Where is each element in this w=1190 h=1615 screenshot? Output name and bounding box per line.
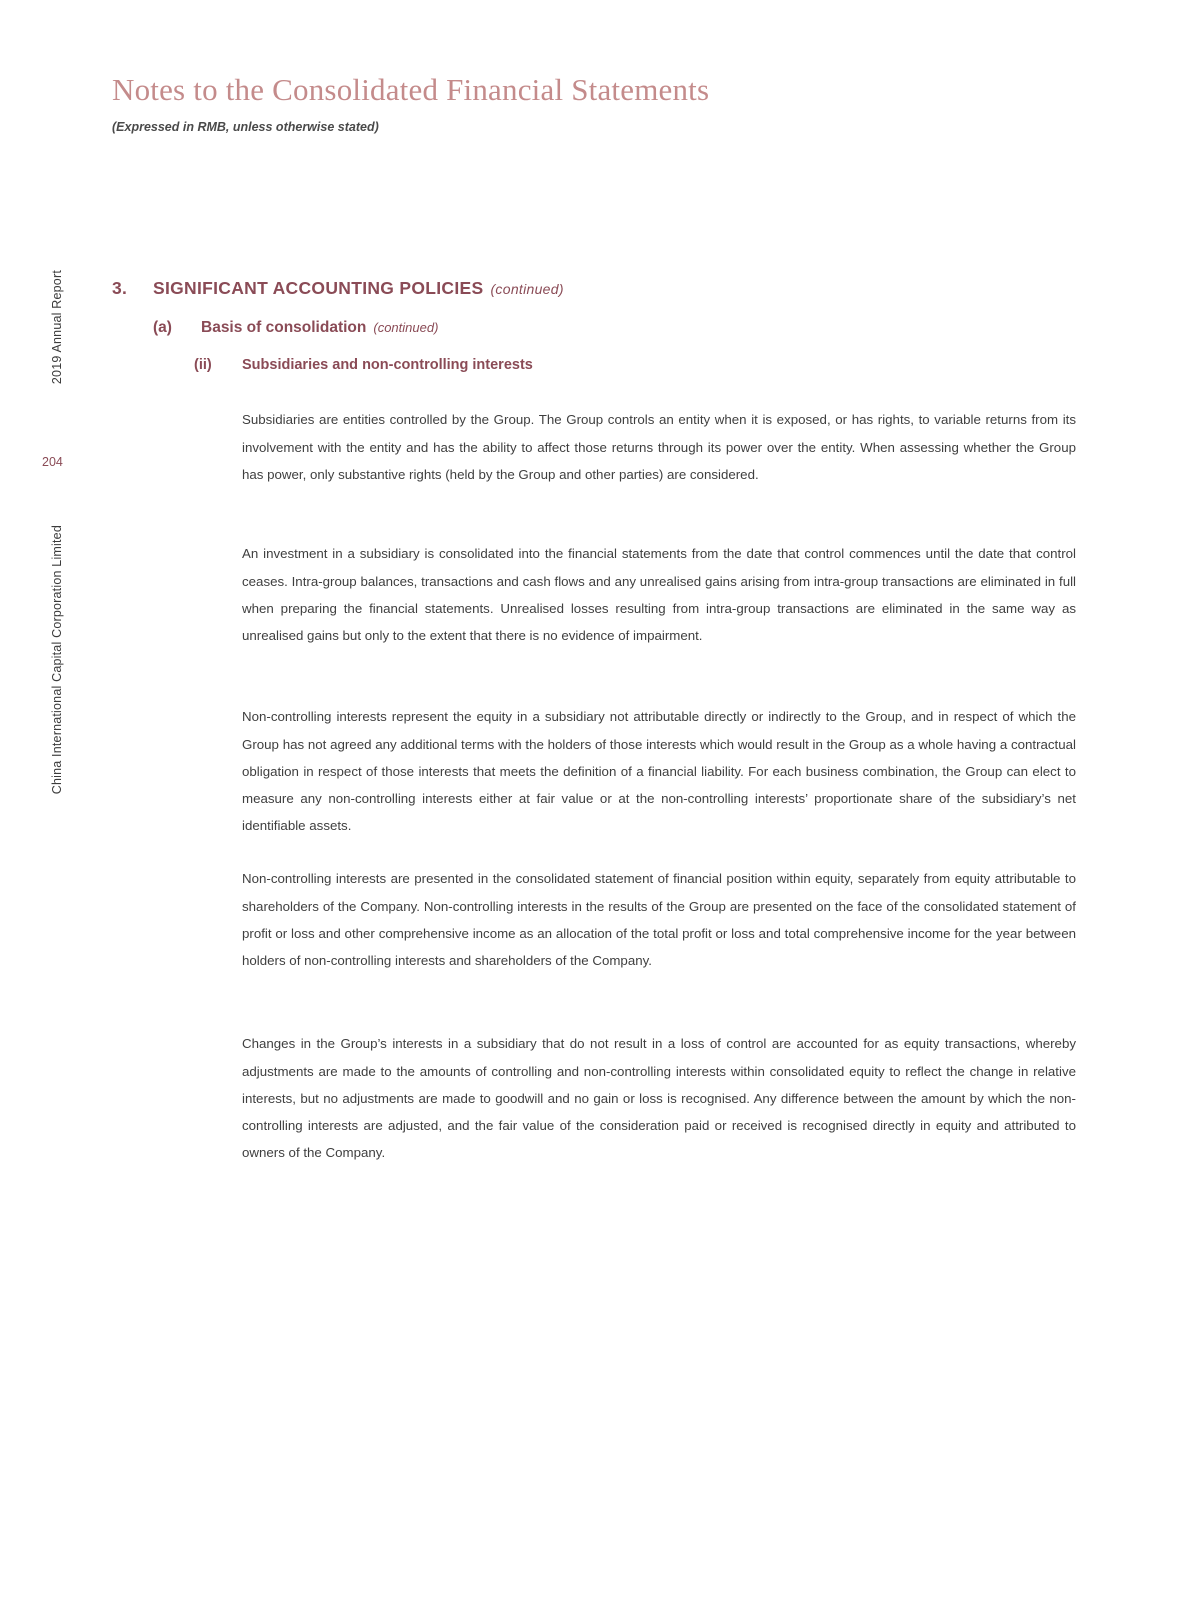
- note-heading-level3-text: Subsidiaries and non-controlling interests: [242, 357, 533, 373]
- note-paragraph: An investment in a subsidiary is consolidated into the financial statements from the date that control commences until the date that control ceases. Intra-group balances, transactions and cash flows and any unrealised gains arising from intra-group transactions are eliminated in full when preparing the financial statements. Unrealised losses resulting from intra-group transactions are eliminated in the same way as unrealised gains but only to the extent that there is no evidence of impairment.: [242, 546, 1076, 644]
- note-heading-level3: [194, 357, 533, 373]
- page-subtitle: (Expressed in RMB, unless otherwise stated): [112, 120, 379, 134]
- page-title: Notes to the Consolidated Financial Statements: [112, 72, 710, 107]
- note-paragraph: Non-controlling interests are presented in the consolidated statement of financial position within equity, separately from equity attributable to shareholders of the Company. Non-controlling interests in the results of the Group are presented on the face of the consolidated statement of profit or loss and other comprehensive income as an allocation of the total profit or loss and total comprehensive income for the year between holders of non-controlling interests and shareholders of the Company.: [242, 871, 1076, 969]
- note-paragraph: Subsidiaries are entities controlled by the Group. The Group controls an entity when it is exposed, or has rights, to variable returns from its involvement with the entity and has the ability to affect those returns through its power over the entity. When assessing whether the Group has power, only substantive rights (held by the Group and other parties) are considered.: [242, 412, 1076, 482]
- note-heading-level1-number: 3.: [112, 278, 128, 298]
- note-heading-level1-continued: (continued): [490, 281, 564, 297]
- page-number: 204: [42, 455, 63, 469]
- margin-report-label: 2019 Annual Report: [50, 270, 64, 385]
- note-heading-level2-continued: (continued): [373, 320, 439, 335]
- note-heading-level2: [153, 319, 438, 337]
- note-heading-level1: [112, 278, 564, 299]
- margin-company-name: China International Capital Corporation Limited: [50, 525, 64, 795]
- note-heading-level3-number: (ii): [194, 357, 212, 373]
- note-heading-level2-text: Basis of consolidation: [201, 319, 367, 336]
- note-paragraph: Non-controlling interests represent the equity in a subsidiary not attributable directly or indirectly to the Group, and in respect of which the Group has not agreed any additional terms with the holders of those interests which would result in the Group as a whole having a contractual obligation in respect of those interests that meets the definition of a financial liability. For each business combination, the Group can elect to measure any non-controlling interests either at fair value or at the non-controlling interests’ proportionate share of the subsidiary’s net identifiable assets.: [242, 709, 1076, 834]
- note-heading-level2-number: (a): [153, 319, 172, 336]
- note-paragraph: Changes in the Group’s interests in a subsidiary that do not result in a loss of control are accounted for as equity transactions, whereby adjustments are made to the amounts of controlling and non-controlling interests within consolidated equity to reflect the change in relative interests, but no adjustments are made to goodwill and no gain or loss is recognised. Any difference between the amount by which the non-controlling interests are adjusted, and the fair value of the consideration paid or received is recognised directly in equity and attributed to owners of the Company.: [242, 1036, 1076, 1161]
- note-heading-level1-text: SIGNIFICANT ACCOUNTING POLICIES: [153, 278, 484, 298]
